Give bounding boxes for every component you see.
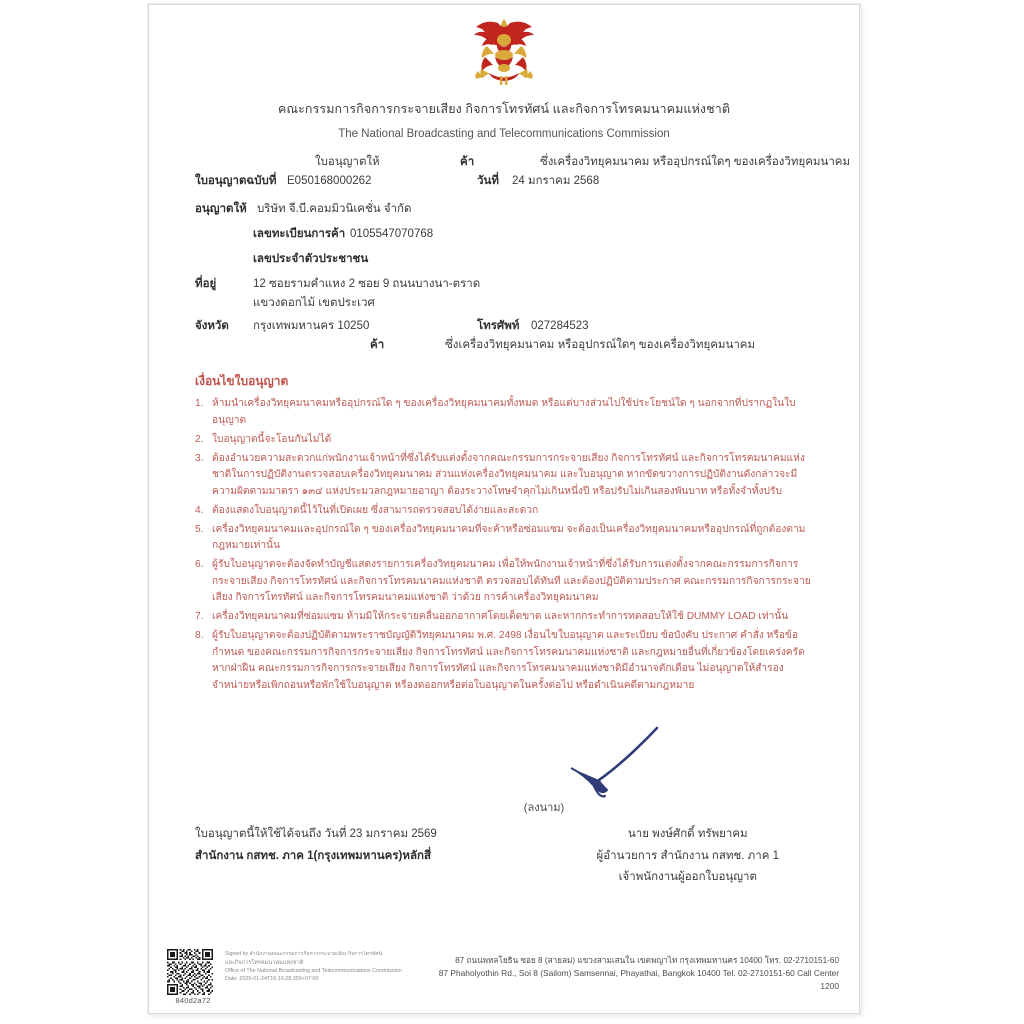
condition-text: เครื่องวิทยุคมนาคมและอุปกรณ์ใด ๆ ของเครื่องวิทยุคมนาคมที่จะค้าหรือซ่อมแซม จะต้องเป็นเครื่องวิทยุคมนาคมหรืออุปกรณ์ที่ถูกต้องตามกฎหมายเท่านั้น	[212, 523, 806, 552]
trade-type-label-2: ค้า	[370, 339, 385, 351]
condition-item	[195, 396, 813, 429]
licensee-line	[195, 201, 813, 220]
trade-object-text-2: ซึ่งเครื่องวิทยุคมนาคม หรืออุปกรณ์ใดๆ ของเครื่องวิทยุคมนาคม	[445, 339, 756, 351]
qr-code-id: 840d2a72	[175, 996, 211, 1005]
permit-to-label: ใบอนุญาตให้	[315, 156, 380, 168]
province-label: จังหวัด	[195, 320, 229, 332]
digital-signature-date: Date: 2025-01-24T16:16:28.359+07:00	[225, 976, 319, 983]
licensee-name: บริษัท จี.บี.คอมมิวนิเคชั่น จำกัด	[257, 203, 412, 215]
digital-signature-line-2: และกิจการโทรคมนาคมแห่งชาติ	[225, 959, 304, 966]
conditions-list	[195, 396, 813, 694]
footer-address	[430, 949, 843, 993]
digital-signature-info	[219, 949, 430, 983]
trade-type-label: ค้า	[460, 156, 475, 168]
organization-name-th: คณะกรรมการกิจการกระจายเสียง กิจการโทรทัศน์ และกิจการโทรคมนาคมแห่งชาติ	[277, 102, 731, 116]
phone-label: โทรศัพท์	[477, 320, 520, 332]
registration-line	[195, 226, 813, 245]
condition-number: 6.	[195, 559, 204, 571]
document-page	[148, 4, 860, 1014]
condition-text: ใบอนุญาตนี้จะโอนกันไม่ได้	[212, 433, 332, 445]
organization-name-en: The National Broadcasting and Telecommunications Commission	[338, 128, 670, 140]
condition-text: ต้องอำนวยความสะดวกแก่พนักงานเจ้าหน้าที่ซึ่งได้รับแต่งตั้งจากคณะกรรมการกระจายเสียง กิจการโทรทัศน์ และกิจการโทรคมนาคมแห่งชาติในการปฏิบัติงานตรวจสอบเครื่องวิทยุคมนาคม ส่วนแห่งเครื่องวิทยุคมนาคม และใบอนุญาต หากขัดขวางการปฏิบัติงานดังกล่าวจะมีความผิดตามมาตรา ๑๓๔ แห่งประมวลกฎหมายอาญา ต้องระวางโทษจำคุกไม่เกินหนึ่งปี หรือปรับไม่เกินสองพันบาท หรือทั้งจำทั้งปรับ	[212, 452, 805, 497]
address-line-1	[195, 276, 813, 295]
condition-number: 8.	[195, 630, 204, 642]
conditions-section	[149, 372, 859, 694]
emblem-container	[149, 5, 859, 97]
condition-text: เครื่องวิทยุคมนาคมที่ซ่อมแซม ห้ามมิให้กระจายคลื่นออกอากาศโดยเด็ดขาด และหากกระทำการทดสอบให้ใช้ DUMMY LOAD เท่านั้น	[212, 611, 789, 623]
address-label: ที่อยู่	[195, 278, 217, 290]
document-footer	[149, 949, 859, 1005]
province-phone-line	[195, 318, 813, 337]
footer-address-en: 87 Phaholyothin Rd., Soi 8 (Sailom) Samsennai, Phayathai, Bangkok 10400 Tel. 02-2710151-60 Call Center 1200	[438, 968, 839, 991]
condition-item	[195, 628, 813, 694]
trade-object-text: ซึ่งเครื่องวิทยุคมนาคม หรืออุปกรณ์ใดๆ ของเครื่องวิทยุคมนาคม	[540, 156, 851, 168]
valid-until-text: ใบอนุญาตนี้ให้ใช้ได้จนถึง วันที่ 23 มกราคม 2569	[195, 828, 437, 841]
condition-item	[195, 609, 813, 626]
qr-block	[167, 949, 219, 1005]
condition-number: 2.	[195, 433, 204, 445]
licensee-label: อนุญาตให้	[195, 203, 247, 215]
signature-section	[149, 736, 859, 886]
qr-code-icon	[167, 949, 213, 995]
conditions-title: เงื่อนไขใบอนุญาต	[195, 374, 289, 388]
condition-text: ผู้รับใบอนุญาตจะต้องจัดทำบัญชีแสดงรายการเครื่องวิทยุคมนาคม เพื่อให้พนักงานเจ้าหน้าที่ซึ่งได้รับการแต่งตั้งจากคณะกรรมการกิจการกระจายเสียง กิจการโทรทัศน์ และกิจการโทรคมนาคมแห่งชาติ ตรวจสอบได้ทันที และต้องปฏิบัติตามประกาศ คณะกรรมการกิจการกระจายเสียง กิจการโทรทัศน์ และกิจการโทรคมนาคมแห่งชาติ ว่าด้วย การค้าเครื่องวิทยุคมนาคม	[212, 559, 811, 604]
phone-value: 027284523	[531, 320, 589, 332]
condition-number: 4.	[195, 504, 204, 516]
license-no-value: E050168000262	[287, 175, 372, 187]
validity-block	[195, 824, 437, 888]
footer-address-th: 87 ถนนพหลโยธิน ซอย 8 (สายลม) แขวงสามเสนใน เขตพญาไท กรุงเทพมหานคร 10400 โทร. 02-2710151-60	[455, 956, 839, 965]
citizen-id-line	[195, 251, 813, 270]
date-value: 24 มกราคม 2568	[512, 175, 600, 187]
condition-text: ห้ามนำเครื่องวิทยุคมนาคมหรืออุปกรณ์ใด ๆ ของเครื่องวิทยุคมนาคมทั้งหมด หรือแต่บางส่วนไปใช้ประโยชน์ใด ๆ นอกจากที่ปรากฏในใบอนุญาต	[212, 398, 796, 426]
signature-columns	[149, 824, 859, 888]
signer-role: เจ้าพนักงานผู้ออกใบอนุญาต	[618, 870, 757, 883]
condition-item	[195, 432, 813, 449]
address-value-1: 12 ซอยรามคำแหง 2 ซอย 9 ถนนบางนา-ตราด	[253, 278, 481, 290]
registration-no-label: เลขทะเบียนการค้า	[253, 228, 346, 240]
condition-text: ผู้รับใบอนุญาตจะต้องปฏิบัติตามพระราชบัญญัติวิทยุคมนาคม พ.ศ. 2498 เงื่อนไขใบอนุญาต และระเบียบ ข้อบังคับ ประกาศ คำสั่ง หรือข้อกำหนด ของคณะกรรมการกิจการกระจายเสียง กิจการโทรทัศน์ และกิจการโทรคมนาคมแห่งชาติ และกฎหมายอื่นที่เกี่ยวข้องโดยเคร่งครัด หากฝ่าฝืน คณะกรรมการกิจการกระจายเสียง กิจการโทรทัศน์ และกิจการโทรคมนาคมแห่งชาติมีอำนาจตักเตือน ไม่อนุญาตให้สำรองจำหน่ายหรือเพิกถอนหรือพักใช้ใบอนุญาต หรืองดออกหรือต่อใบอนุญาตในครั้งต่อไป หรือดำเนินคดีตามกฎหมาย	[212, 630, 805, 691]
address-line-2	[195, 295, 813, 314]
trade-line-2	[195, 337, 813, 356]
address-value-2: แขวงดอกไม้ เขตประเวศ	[253, 297, 375, 309]
condition-number: 1.	[195, 398, 204, 409]
license-no-label: ใบอนุญาตฉบับที่	[195, 175, 277, 187]
signer-block	[597, 824, 813, 888]
signed-label: (ลงนาม)	[523, 802, 565, 815]
issuing-office: สำนักงาน กสทช. ภาค 1(กรุงเทพมหานคร)หลักสี่	[195, 849, 431, 862]
condition-text: ต้องแสดงใบอนุญาตนี้ไว้ในที่เปิดเผย ซึ่งสามารถตรวจสอบได้ง่ายและสะดวก	[212, 504, 539, 516]
registration-no-value: 0105547070768	[350, 228, 434, 240]
condition-item	[195, 503, 813, 520]
condition-item	[195, 557, 813, 607]
condition-item	[195, 522, 813, 555]
citizen-id-label: เลขประจำตัวประชาชน	[253, 253, 369, 265]
digital-signature-line-3: Office of The National Broadcasting and Telecommunications Commission	[225, 968, 402, 975]
condition-number: 5.	[195, 523, 204, 535]
signer-name: นาย พงษ์ศักดิ์ ทรัพยาคม	[627, 828, 748, 841]
condition-number: 7.	[195, 611, 204, 623]
license-fields	[149, 154, 859, 356]
license-document	[149, 5, 859, 1013]
signer-title: ผู้อำนวยการ สำนักงาน กสทช. ภาค 1	[596, 849, 779, 862]
condition-number: 3.	[195, 452, 204, 464]
province-value: กรุงเทพมหานคร 10250	[253, 320, 370, 332]
date-label: วันที่	[477, 175, 499, 187]
condition-item	[195, 451, 813, 501]
digital-signature-line-1: Signed by สำนักงานคณะกรรมการกิจการกระจายเสียง กิจการโทรทัศน์	[225, 951, 383, 957]
license-number-line	[195, 173, 813, 192]
permit-line	[195, 154, 851, 173]
garuda-emblem	[465, 13, 543, 89]
